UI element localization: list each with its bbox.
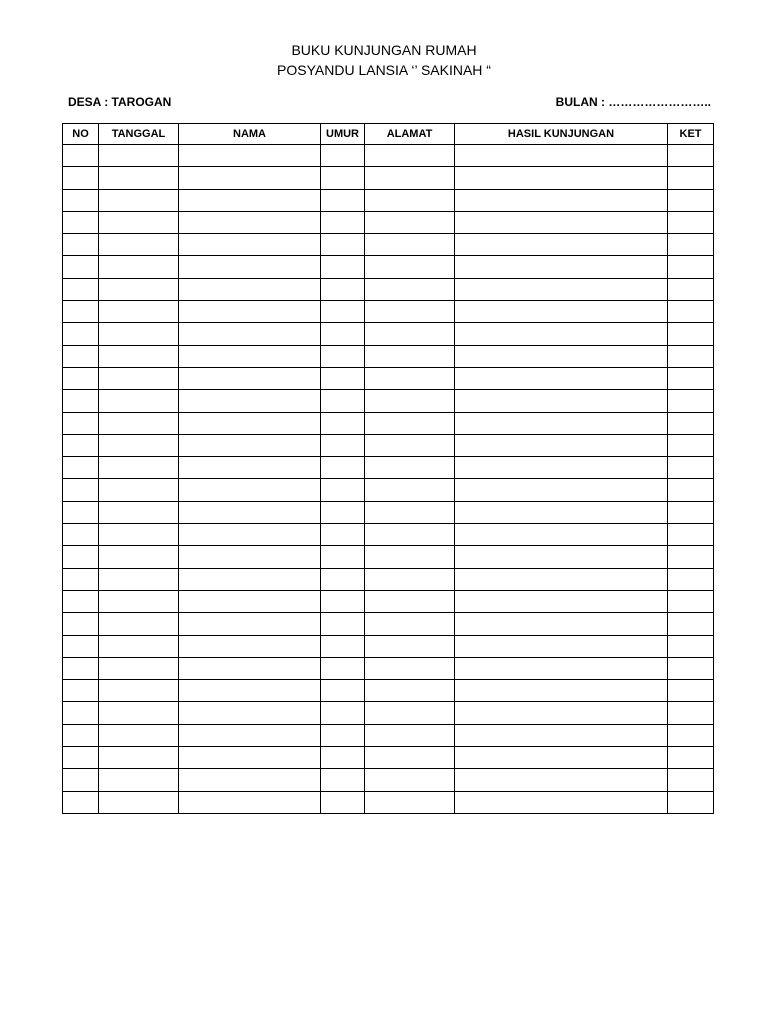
cell-alamat[interactable] — [365, 479, 455, 501]
cell-nama[interactable] — [179, 167, 321, 189]
cell-tanggal[interactable] — [99, 791, 179, 813]
table-row — [63, 457, 714, 479]
cell-alamat[interactable] — [365, 301, 455, 323]
cell-hasil-kunjungan[interactable] — [455, 301, 668, 323]
cell-no[interactable] — [63, 724, 99, 746]
cell-tanggal[interactable] — [99, 167, 179, 189]
cell-no[interactable] — [63, 256, 99, 278]
cell-nama[interactable] — [179, 145, 321, 167]
cell-alamat[interactable] — [365, 367, 455, 389]
cell-nama[interactable] — [179, 613, 321, 635]
cell-umur[interactable] — [321, 568, 365, 590]
table-row — [63, 323, 714, 345]
cell-umur[interactable] — [321, 657, 365, 679]
cell-tanggal[interactable] — [99, 278, 179, 300]
table-row — [63, 434, 714, 456]
table-row — [63, 613, 714, 635]
cell-hasil-kunjungan[interactable] — [455, 434, 668, 456]
cell-ket[interactable] — [668, 234, 714, 256]
cell-no[interactable] — [63, 702, 99, 724]
cell-umur[interactable] — [321, 434, 365, 456]
cell-hasil-kunjungan[interactable] — [455, 635, 668, 657]
cell-umur[interactable] — [321, 145, 365, 167]
cell-ket[interactable] — [668, 747, 714, 769]
cell-no[interactable] — [63, 234, 99, 256]
cell-nama[interactable] — [179, 234, 321, 256]
cell-nama[interactable] — [179, 524, 321, 546]
table-row — [63, 145, 714, 167]
cell-no[interactable] — [63, 791, 99, 813]
cell-nama[interactable] — [179, 791, 321, 813]
cell-umur[interactable] — [321, 702, 365, 724]
cell-alamat[interactable] — [365, 345, 455, 367]
table-row — [63, 301, 714, 323]
cell-hasil-kunjungan[interactable] — [455, 479, 668, 501]
cell-no[interactable] — [63, 501, 99, 523]
cell-nama[interactable] — [179, 457, 321, 479]
cell-umur[interactable] — [321, 256, 365, 278]
table-row — [63, 702, 714, 724]
cell-hasil-kunjungan[interactable] — [455, 791, 668, 813]
cell-umur[interactable] — [321, 234, 365, 256]
cell-tanggal[interactable] — [99, 524, 179, 546]
cell-no[interactable] — [63, 278, 99, 300]
cell-ket[interactable] — [668, 501, 714, 523]
cell-hasil-kunjungan[interactable] — [455, 680, 668, 702]
cell-hasil-kunjungan[interactable] — [455, 524, 668, 546]
cell-hasil-kunjungan[interactable] — [455, 412, 668, 434]
cell-umur[interactable] — [321, 479, 365, 501]
cell-alamat[interactable] — [365, 546, 455, 568]
cell-umur[interactable] — [321, 546, 365, 568]
table-header-row — [63, 124, 714, 145]
cell-nama[interactable] — [179, 724, 321, 746]
cell-nama[interactable] — [179, 769, 321, 791]
table-row — [63, 657, 714, 679]
cell-alamat[interactable] — [365, 211, 455, 233]
column-header-nama: NAMA — [179, 124, 321, 145]
cell-ket[interactable] — [668, 323, 714, 345]
cell-ket[interactable] — [668, 278, 714, 300]
cell-ket[interactable] — [668, 345, 714, 367]
cell-alamat[interactable] — [365, 635, 455, 657]
cell-nama[interactable] — [179, 412, 321, 434]
column-header-ket: KET — [668, 124, 714, 145]
cell-hasil-kunjungan[interactable] — [455, 278, 668, 300]
cell-alamat[interactable] — [365, 390, 455, 412]
cell-hasil-kunjungan[interactable] — [455, 345, 668, 367]
cell-ket[interactable] — [668, 791, 714, 813]
table-row — [63, 234, 714, 256]
cell-no[interactable] — [63, 546, 99, 568]
cell-nama[interactable] — [179, 434, 321, 456]
cell-no[interactable] — [63, 680, 99, 702]
cell-ket[interactable] — [668, 568, 714, 590]
cell-umur[interactable] — [321, 590, 365, 612]
cell-hasil-kunjungan[interactable] — [455, 367, 668, 389]
cell-alamat[interactable] — [365, 167, 455, 189]
cell-alamat[interactable] — [365, 657, 455, 679]
cell-tanggal[interactable] — [99, 457, 179, 479]
cell-no[interactable] — [63, 367, 99, 389]
cell-alamat[interactable] — [365, 434, 455, 456]
cell-hasil-kunjungan[interactable] — [455, 457, 668, 479]
table-body — [63, 145, 714, 814]
cell-nama[interactable] — [179, 635, 321, 657]
cell-alamat[interactable] — [365, 256, 455, 278]
cell-tanggal[interactable] — [99, 390, 179, 412]
cell-alamat[interactable] — [365, 568, 455, 590]
cell-ket[interactable] — [668, 724, 714, 746]
cell-nama[interactable] — [179, 479, 321, 501]
cell-nama[interactable] — [179, 501, 321, 523]
cell-no[interactable] — [63, 145, 99, 167]
cell-umur[interactable] — [321, 167, 365, 189]
cell-alamat[interactable] — [365, 590, 455, 612]
table-row — [63, 724, 714, 746]
table-row — [63, 680, 714, 702]
cell-umur[interactable] — [321, 635, 365, 657]
table-row — [63, 479, 714, 501]
table-row — [63, 167, 714, 189]
cell-tanggal[interactable] — [99, 145, 179, 167]
column-header-alamat: ALAMAT — [365, 124, 455, 145]
cell-ket[interactable] — [668, 657, 714, 679]
cell-nama[interactable] — [179, 278, 321, 300]
table-row — [63, 747, 714, 769]
cell-hasil-kunjungan[interactable] — [455, 167, 668, 189]
cell-tanggal[interactable] — [99, 635, 179, 657]
cell-hasil-kunjungan[interactable] — [455, 390, 668, 412]
cell-ket[interactable] — [668, 434, 714, 456]
cell-no[interactable] — [63, 479, 99, 501]
cell-hasil-kunjungan[interactable] — [455, 568, 668, 590]
cell-tanggal[interactable] — [99, 501, 179, 523]
table-row — [63, 769, 714, 791]
cell-nama[interactable] — [179, 256, 321, 278]
cell-ket[interactable] — [668, 367, 714, 389]
cell-alamat[interactable] — [365, 613, 455, 635]
cell-nama[interactable] — [179, 345, 321, 367]
cell-umur[interactable] — [321, 680, 365, 702]
cell-no[interactable] — [63, 412, 99, 434]
cell-tanggal[interactable] — [99, 747, 179, 769]
cell-nama[interactable] — [179, 590, 321, 612]
cell-umur[interactable] — [321, 278, 365, 300]
cell-umur[interactable] — [321, 412, 365, 434]
cell-alamat[interactable] — [365, 501, 455, 523]
cell-hasil-kunjungan[interactable] — [455, 145, 668, 167]
cell-no[interactable] — [63, 189, 99, 211]
cell-nama[interactable] — [179, 568, 321, 590]
cell-tanggal[interactable] — [99, 680, 179, 702]
cell-nama[interactable] — [179, 657, 321, 679]
desa-label: DESA : TAROGAN — [68, 95, 172, 109]
cell-umur[interactable] — [321, 769, 365, 791]
cell-umur[interactable] — [321, 457, 365, 479]
cell-hasil-kunjungan[interactable] — [455, 657, 668, 679]
cell-hasil-kunjungan[interactable] — [455, 189, 668, 211]
cell-hasil-kunjungan[interactable] — [455, 769, 668, 791]
cell-no[interactable] — [63, 323, 99, 345]
cell-nama[interactable] — [179, 301, 321, 323]
cell-no[interactable] — [63, 769, 99, 791]
cell-tanggal[interactable] — [99, 234, 179, 256]
cell-nama[interactable] — [179, 323, 321, 345]
cell-ket[interactable] — [668, 189, 714, 211]
cell-no[interactable] — [63, 568, 99, 590]
cell-umur[interactable] — [321, 747, 365, 769]
table-row — [63, 590, 714, 612]
cell-nama[interactable] — [179, 211, 321, 233]
table-row — [63, 524, 714, 546]
cell-nama[interactable] — [179, 546, 321, 568]
cell-tanggal[interactable] — [99, 323, 179, 345]
cell-ket[interactable] — [668, 613, 714, 635]
cell-tanggal[interactable] — [99, 345, 179, 367]
cell-nama[interactable] — [179, 390, 321, 412]
cell-ket[interactable] — [668, 412, 714, 434]
cell-tanggal[interactable] — [99, 367, 179, 389]
cell-umur[interactable] — [321, 367, 365, 389]
cell-hasil-kunjungan[interactable] — [455, 256, 668, 278]
cell-hasil-kunjungan[interactable] — [455, 702, 668, 724]
cell-tanggal[interactable] — [99, 301, 179, 323]
cell-no[interactable] — [63, 590, 99, 612]
cell-ket[interactable] — [668, 635, 714, 657]
cell-tanggal[interactable] — [99, 590, 179, 612]
document-subtitle: POSYANDU LANSIA ‘’ SAKINAH “ — [277, 62, 491, 78]
cell-ket[interactable] — [668, 145, 714, 167]
cell-alamat[interactable] — [365, 323, 455, 345]
table-row — [63, 635, 714, 657]
cell-ket[interactable] — [668, 390, 714, 412]
document-title: BUKU KUNJUNGAN RUMAH — [291, 42, 477, 58]
table-row — [63, 211, 714, 233]
cell-alamat[interactable] — [365, 724, 455, 746]
cell-tanggal[interactable] — [99, 724, 179, 746]
cell-hasil-kunjungan[interactable] — [455, 747, 668, 769]
cell-alamat[interactable] — [365, 234, 455, 256]
table-row — [63, 501, 714, 523]
cell-alamat[interactable] — [365, 702, 455, 724]
cell-tanggal[interactable] — [99, 657, 179, 679]
cell-no[interactable] — [63, 211, 99, 233]
cell-tanggal[interactable] — [99, 769, 179, 791]
table-row — [63, 278, 714, 300]
bulan-field: BULAN : …………………….. — [555, 95, 711, 109]
cell-no[interactable] — [63, 301, 99, 323]
cell-umur[interactable] — [321, 211, 365, 233]
cell-ket[interactable] — [668, 167, 714, 189]
cell-alamat[interactable] — [365, 145, 455, 167]
cell-alamat[interactable] — [365, 791, 455, 813]
cell-nama[interactable] — [179, 747, 321, 769]
cell-umur[interactable] — [321, 791, 365, 813]
cell-hasil-kunjungan[interactable] — [455, 501, 668, 523]
cell-no[interactable] — [63, 457, 99, 479]
cell-hasil-kunjungan[interactable] — [455, 613, 668, 635]
cell-tanggal[interactable] — [99, 479, 179, 501]
cell-tanggal[interactable] — [99, 434, 179, 456]
table-row — [63, 345, 714, 367]
cell-ket[interactable] — [668, 769, 714, 791]
cell-ket[interactable] — [668, 680, 714, 702]
cell-no[interactable] — [63, 167, 99, 189]
cell-hasil-kunjungan[interactable] — [455, 724, 668, 746]
cell-alamat[interactable] — [365, 747, 455, 769]
cell-umur[interactable] — [321, 390, 365, 412]
cell-ket[interactable] — [668, 301, 714, 323]
cell-alamat[interactable] — [365, 189, 455, 211]
table-row — [63, 412, 714, 434]
cell-tanggal[interactable] — [99, 256, 179, 278]
cell-umur[interactable] — [321, 189, 365, 211]
cell-ket[interactable] — [668, 546, 714, 568]
column-header-hasil-kunjungan: HASIL KUNJUNGAN — [455, 124, 668, 145]
cell-hasil-kunjungan[interactable] — [455, 234, 668, 256]
cell-umur[interactable] — [321, 724, 365, 746]
table-row — [63, 390, 714, 412]
cell-alamat[interactable] — [365, 524, 455, 546]
cell-umur[interactable] — [321, 323, 365, 345]
cell-hasil-kunjungan[interactable] — [455, 590, 668, 612]
table-row — [63, 189, 714, 211]
cell-ket[interactable] — [668, 256, 714, 278]
cell-ket[interactable] — [668, 457, 714, 479]
table-row — [63, 367, 714, 389]
cell-no[interactable] — [63, 635, 99, 657]
cell-alamat[interactable] — [365, 278, 455, 300]
cell-no[interactable] — [63, 747, 99, 769]
cell-alamat[interactable] — [365, 412, 455, 434]
column-header-umur: UMUR — [321, 124, 365, 145]
cell-ket[interactable] — [668, 524, 714, 546]
column-header-no: NO — [63, 124, 99, 145]
cell-tanggal[interactable] — [99, 211, 179, 233]
table-row — [63, 256, 714, 278]
cell-tanggal[interactable] — [99, 412, 179, 434]
table-row — [63, 791, 714, 813]
cell-tanggal[interactable] — [99, 702, 179, 724]
cell-no[interactable] — [63, 657, 99, 679]
cell-alamat[interactable] — [365, 769, 455, 791]
cell-hasil-kunjungan[interactable] — [455, 546, 668, 568]
cell-no[interactable] — [63, 524, 99, 546]
cell-ket[interactable] — [668, 702, 714, 724]
cell-umur[interactable] — [321, 345, 365, 367]
cell-tanggal[interactable] — [99, 546, 179, 568]
table-row — [63, 568, 714, 590]
visit-log-table — [62, 123, 714, 814]
cell-no[interactable] — [63, 613, 99, 635]
cell-tanggal[interactable] — [99, 568, 179, 590]
cell-no[interactable] — [63, 434, 99, 456]
column-header-tanggal: TANGGAL — [99, 124, 179, 145]
cell-nama[interactable] — [179, 680, 321, 702]
cell-hasil-kunjungan[interactable] — [455, 211, 668, 233]
cell-nama[interactable] — [179, 189, 321, 211]
cell-nama[interactable] — [179, 702, 321, 724]
table-row — [63, 546, 714, 568]
cell-ket[interactable] — [668, 590, 714, 612]
cell-tanggal[interactable] — [99, 613, 179, 635]
cell-tanggal[interactable] — [99, 189, 179, 211]
cell-no[interactable] — [63, 390, 99, 412]
cell-alamat[interactable] — [365, 680, 455, 702]
cell-umur[interactable] — [321, 613, 365, 635]
cell-alamat[interactable] — [365, 457, 455, 479]
cell-umur[interactable] — [321, 501, 365, 523]
cell-ket[interactable] — [668, 211, 714, 233]
cell-ket[interactable] — [668, 479, 714, 501]
cell-umur[interactable] — [321, 524, 365, 546]
cell-nama[interactable] — [179, 367, 321, 389]
cell-hasil-kunjungan[interactable] — [455, 323, 668, 345]
cell-umur[interactable] — [321, 301, 365, 323]
cell-no[interactable] — [63, 345, 99, 367]
